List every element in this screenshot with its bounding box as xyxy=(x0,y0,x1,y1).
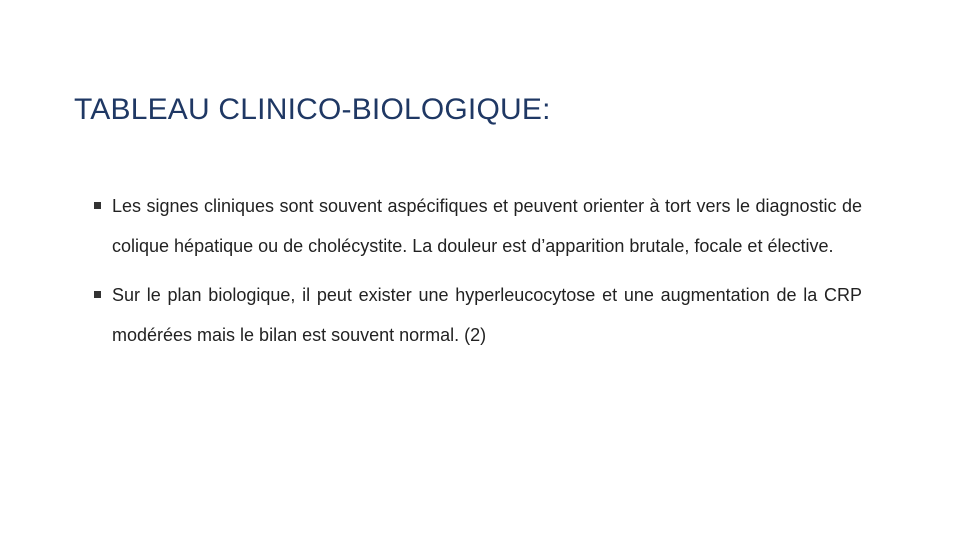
bullet-item-biological xyxy=(92,275,862,355)
bullet-text: Sur le plan biologique, il peut exister une hyperleucocytose et une augmentation de la CRP modérées mais le bilan est souvent normal. (2) xyxy=(112,285,862,345)
slide-title: TABLEAU CLINICO-BIOLOGIQUE: xyxy=(74,93,551,126)
bullet-text: Les signes cliniques sont souvent aspécifiques et peuvent orienter à tort vers le diagnostic de colique hépatique ou de cholécystite. La douleur est d’apparition brutale, focale et élective. xyxy=(112,196,862,256)
square-bullet-icon xyxy=(94,202,101,209)
bullet-item-clinical xyxy=(92,186,862,266)
square-bullet-icon xyxy=(94,291,101,298)
bullet-list xyxy=(92,186,862,364)
